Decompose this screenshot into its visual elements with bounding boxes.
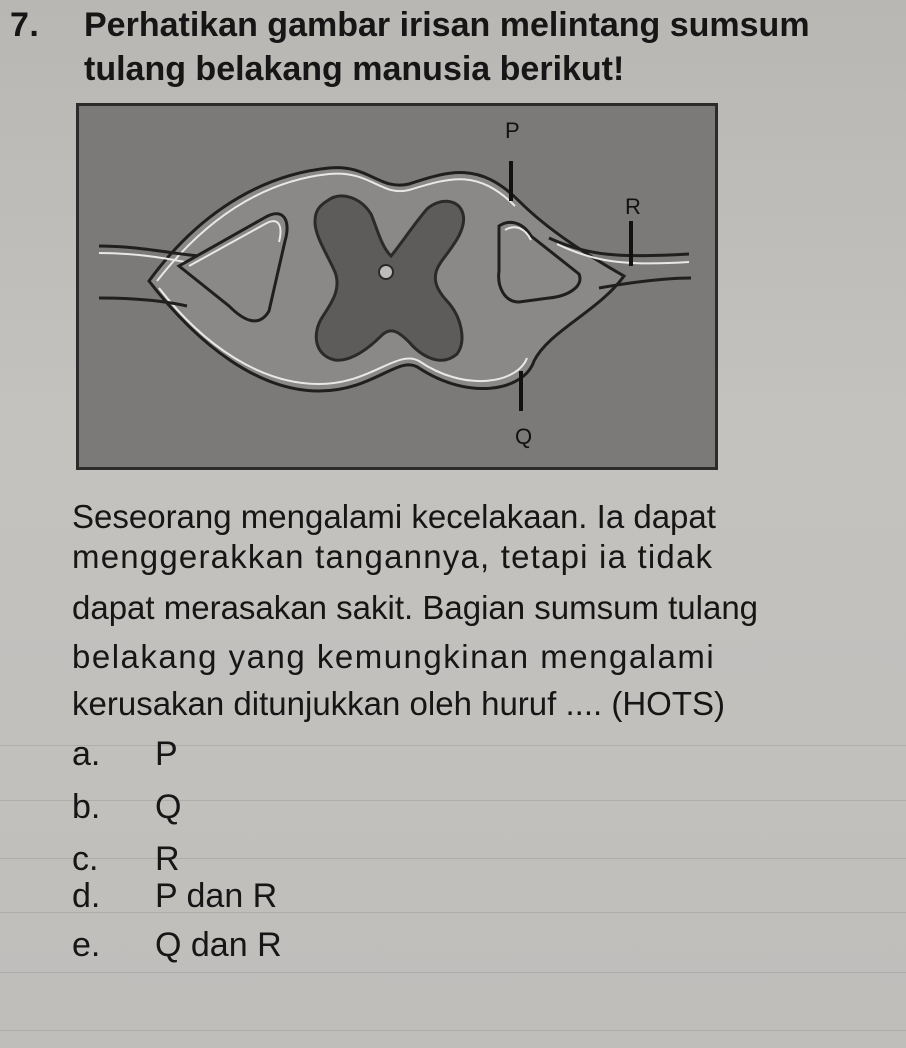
- central-canal: [379, 265, 393, 279]
- background-rule: [0, 972, 906, 973]
- option-text: Q dan R: [155, 926, 282, 964]
- option-text: R: [155, 840, 180, 878]
- question-text-line-1: Perhatikan gambar irisan melintang sumsum: [84, 6, 810, 44]
- passage-line-2: menggerakkan tangannya, tetapi ia tidak: [72, 538, 714, 575]
- label-p: P: [505, 118, 520, 143]
- label-q: Q: [515, 424, 533, 449]
- option-letter: e.: [72, 926, 101, 964]
- passage-line-5: kerusakan ditunjukkan oleh huruf .... (HOTS): [72, 685, 725, 722]
- option-letter: b.: [72, 788, 101, 826]
- option-letter: d.: [72, 877, 101, 915]
- passage-line-1: Seseorang mengalami kecelakaan. Ia dapat: [72, 498, 716, 535]
- option-text: P dan R: [155, 877, 278, 915]
- background-rule: [0, 858, 906, 859]
- background-rule: [0, 745, 906, 746]
- passage-line-4: belakang yang kemungkinan mengalami: [72, 638, 716, 675]
- spinal-cord-diagram: [79, 106, 715, 467]
- background-rule: [0, 1030, 906, 1031]
- option-text: P: [155, 735, 178, 773]
- option-text: Q: [155, 788, 182, 826]
- spinal-cord-cross-section-figure: [76, 103, 718, 470]
- label-r: R: [625, 194, 641, 219]
- option-letter: c.: [72, 840, 99, 878]
- passage-line-3: dapat merasakan sakit. Bagian sumsum tulang: [72, 589, 759, 626]
- question-number: 7.: [10, 6, 40, 44]
- question-text-line-2: tulang belakang manusia berikut!: [84, 50, 625, 88]
- option-letter: a.: [72, 735, 101, 773]
- background-rule: [0, 800, 906, 801]
- background-rule: [0, 912, 906, 913]
